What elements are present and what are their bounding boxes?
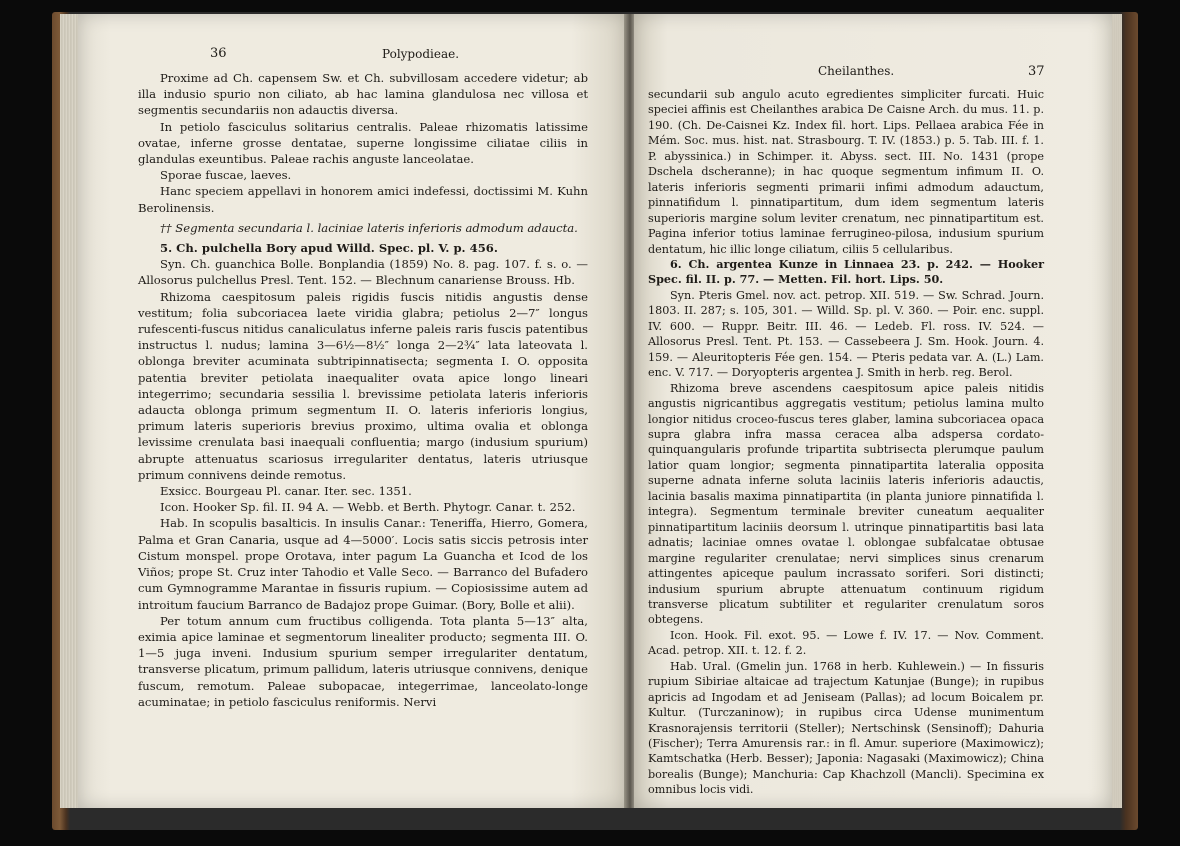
page-edges-right [1112, 14, 1122, 808]
icones: Icon. Hooker Sp. fil. II. 94 A. — Webb. et Berth. Phytogr. Canar. t. 252. [160, 500, 576, 515]
species-heading: 5. Ch. pulchella Bory apud Willd. Spec. pl. V. p. 456. [160, 241, 498, 256]
description: Rhizoma caespitosum paleis rigidis fuscis nitidis angustis dense vestitum; folia subcoriacea laete viridia glabra; petiolus 2—7″ longus rufescenti-fuscus nitidus canaliculatus inferne paleis raris fuscis patentibus instructus l. nudus; lamina 3—6½—8½″ longa 2—2¾″ lata lateovata l. oblonga breviter acuminata subtripinnatisecta; segmenta I. O. opposita patentia breviter petiolata inaequaliter ovata apice longo lineari integerrimo; secundaria sessilia l. brevissime petiolata lateris inferioris adaucta oblonga primum segmentum II. O. lateris inferioris longius, primum lateris superioris brevius proximo, ultima ovalia et oblonga levissime crenulata basi inaequali confluentia; margo (indusium spurium) abrupte attenuatus scariosus irregulariter dentatus, lateris utriusque primum connivens deinde remotus. [138, 289, 588, 482]
right-page-number: 37 [1028, 64, 1045, 79]
synonymy: Syn. Ch. guanchica Bolle. Bonplandia (1859) No. 8. pag. 107. f. s. o. — Allosorus pulchellus Presl. Tent. 152. — Blechnum canariense Brouss. Hb. [138, 257, 588, 288]
left-running-head: Polypodieae. [382, 47, 460, 61]
paragraph: In petiolo fasciculus solitarius centralis. Paleae rhizomatis latissime ovatae, inferne grosse dentatae, superne longissime ciliatae ciliis in glandulas exeuntibus. Paleae rachis anguste lanceolatae. [138, 119, 588, 167]
left-page-body [138, 70, 588, 710]
paragraph: secundarii sub angulo acuto egredientes simpliciter furcati. Huic speciei affinis est Cheilanthes arabica De Caisne Arch. du mus. 11. p. 190. (Ch. De-Caisnei Kz. Index fil. hort. Lips. Pellaea arabica Fée in Mém. Soc. mus. hist. nat. Strasbourg. T. IV. (1853.) p. 5. Tab. III. f. 1. P. abyssinica.) in Schimper. it. Abyss. sect. III. No. 1431 (prope Dschela dscheranne); in hac quoque segmentum infimum II. O. lateris inferioris segmenti primarii infimi admodum adauctum, pinnatifidum l. pinnatipartitum, dum idem segmentum lateris superioris margine solum leviter crenatum, nec pinnatipartitum est. Pagina inferior totius laminae ferrugineo-pilosa, indusium spurium dentatum, hic illic longe ciliatum, ciliis 5 cellularibus. [648, 88, 1044, 256]
exsiccatae: Exsicc. Bourgeau Pl. canar. Iter. sec. 1351. [160, 484, 412, 499]
synonymy: Syn. Pteris Gmel. nov. act. petrop. XII. 519. — Sw. Schrad. Journ. 1803. II. 287; s. 105, 301. — Willd. Sp. pl. V. 360. — Poir. enc. suppl. IV. 600. — Ruppr. Beitr. III. 46. — Ledeb. Fl. ross. IV. 524. — Allosorus Presl. Tent. Pt. 153. — Cassebeera J. Sm. Hook. Journ. 4. 159. — Aleuritopteris Fée gen. 154. — Pteris pedata var. A. (L.) Lam. enc. V. 717. — Doryopteris argentea J. Smith in herb. reg. Berol. [648, 288, 1044, 380]
paragraph: Sporae fuscae, laeves. [160, 168, 292, 183]
page-edges-left [60, 14, 78, 808]
left-page-number: 36 [210, 46, 227, 61]
paragraph: Proxime ad Ch. capensem Sw. et Ch. subvillosam accedere videtur; ab illa indusio spurio non ciliato, ab hac lamina glandulosa nec villosa et segmentis secundariis non adauctis diversa. [138, 71, 588, 118]
section-heading: †† Segmenta secundaria l. laciniae lateris inferioris admodum adaucta. [160, 220, 578, 235]
right-page-body [648, 87, 1044, 798]
habitat: Hab. Ural. (Gmelin jun. 1768 in herb. Kuhlewein.) — In fissuris rupium Sibiriae altaicae ad trajectum Katunjae (Bunge); in rupibus apricis ad Ingodam et ad Jeniseam (Pallas); ad locum Boicalem pr. Kultur. (Turczaninow); in rupibus circa Udense munimentum Krasnorajensis territorii (Steller); Nertschinsk (Sensinoff); Dahuria (Fischer); Terra Amurensis rar.: in fl. Amur. superiore (Maximowicz); Kamtschatka (Herb. Besser); Japonia: Nagasaki (Maximowicz); China borealis (Bunge); Manchuria: Cap Khachzoll (Mancli). Specimina ex omnibus locis vidi. [648, 659, 1044, 797]
icones: Icon. Hook. Fil. exot. 95. — Lowe f. IV. 17. — Nov. Comment. Acad. petrop. XII. t. 12. f. 2. [648, 628, 1044, 658]
species-heading: 6. Ch. argentea Kunze in Linnaea 23. p. 242. — Hooker Spec. fil. II. p. 77. — Metten. Fil. hort. Lips. 50. [648, 256, 1044, 287]
description: Rhizoma breve ascendens caespitosum apice paleis nitidis angustis nigricantibus aggregatis vestitum; petiolus lamina multo longior nitidus croceo-fuscus teres glaber, lamina subcoriacea opaca supra glabra infra massa ceracea alba adspersa cordato-quinquangularis profunde tripartita subtrisecta plerumque paulum latior quam longior; segmenta pinnatipartita lateralia opposita superne adnata inferne soluta laciniis lateris inferioris adauctis, lacinia basalis maxima pinnatipartita (in planta juniore pinnatifida l. integra). Segmentum terminale breviter cuneatum aequaliter pinnatipartitum laciniis deorsum l. utrinque pinnatipartitis basi lata adnatis; laciniae omnes ovatae l. oblongae subfalcatae obtusae margine regulariter crenulatae; nervi simplices sinus crenarum attingentes apiceque paulum incrassato soriferi. Sori distincti; indusium spurium abrupte attenuatum continuum rigidum transverse plicatum subtiliter et regulariter crenulatum soros obtegens. [648, 381, 1044, 627]
habitat: Hab. In scopulis basalticis. In insulis Canar.: Teneriffa, Hierro, Gomera, Palma et Gran Canaria, usque ad 4—5000′. Locis satis siccis petrosis inter Cistum monspel. prope Orotava, inter pagum La Guancha et Icod de los Viños; prope St. Cruz inter Tahodio et Valle Seco. — Barranco del Bufadero cum Gymnogramme Marantae in fissuris rupium. — Copiosissime autem ad introitum faucium Barranco de Badajoz prope Guimar. (Bory, Bolle et alii). [138, 516, 588, 612]
paragraph: Hanc speciem appellavi in honorem amici indefessi, doctissimi M. Kuhn Berolinensis. [138, 184, 588, 215]
right-running-head: Cheilanthes. [818, 64, 895, 78]
paragraph: Per totum annum cum fructibus colligenda. Tota planta 5—13″ alta, eximia apice laminae et segmentorum linealiter producto; segmenta III. O. 1—5 juga inveni. Indusium spurium semper irregulariter dentatum, transverse plicatum, primum pallidum, lateris utriusque connivens, denique fuscum, remotum. Paleae subopacae, integerrimae, lanceolato-longe acuminatae; in petiolo fasciculus reniformis. Nervi [138, 613, 588, 709]
